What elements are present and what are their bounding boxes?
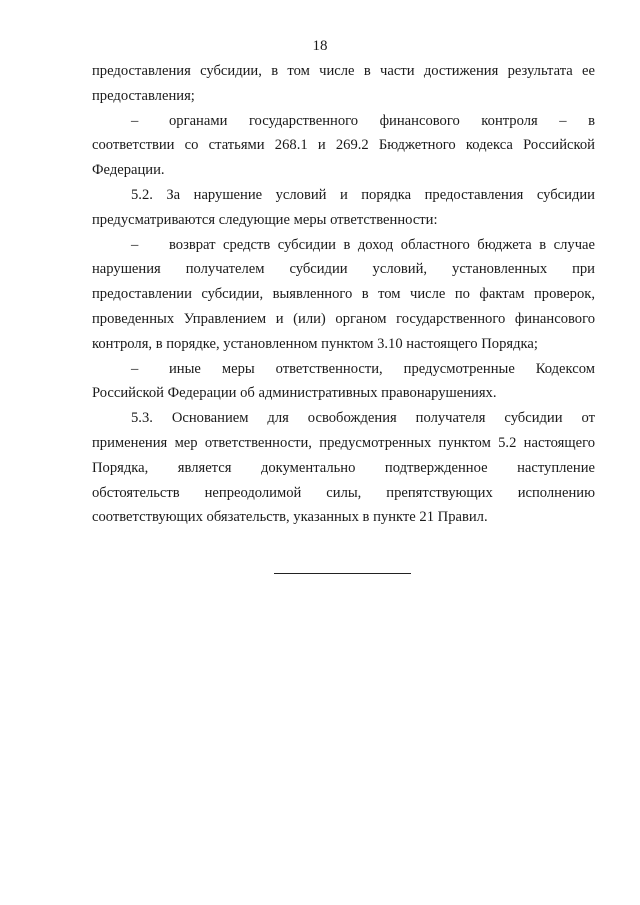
list-dash: –: [131, 112, 139, 129]
text-line: Порядка, является документально подтвержденное наступление: [92, 459, 595, 476]
list-item-text: иные меры ответственности, предусмотренные Кодексом: [169, 360, 595, 377]
text-line: [92, 109, 595, 134]
list-item-text: органами государственного финансового контроля – в: [169, 112, 595, 129]
text-line: предоставлении субсидии, выявленного в том числе по фактам проверок,: [92, 286, 595, 303]
text-line: контроля, в порядке, установленном пунктом 3.10 настоящего Порядка;: [92, 335, 538, 352]
list-dash: –: [131, 360, 139, 377]
text-line: соответствии со статьями 268.1 и 269.2 Бюджетного кодекса Российской: [92, 137, 595, 154]
text-line: соответствующих обязательств, указанных в пункте 21 Правил.: [92, 509, 488, 526]
end-separator-line: [274, 573, 411, 574]
text-line: предусматриваются следующие меры ответственности:: [92, 211, 438, 228]
text-line: [92, 233, 595, 258]
text-line: Федерации.: [92, 162, 165, 179]
text-line: обстоятельств непреодолимой силы, препятствующих исполнению: [92, 484, 595, 501]
text-line: 5.3. Основанием для освобождения получателя субсидии от: [131, 410, 595, 427]
document-body: [92, 59, 595, 530]
text-line: проведенных Управлением и (или) органом государственного финансового: [92, 310, 595, 327]
page-number: 18: [312, 38, 328, 54]
text-line: применения мер ответственности, предусмотренных пунктом 5.2 настоящего: [92, 434, 595, 451]
list-dash: –: [131, 236, 139, 253]
text-line: 5.2. За нарушение условий и порядка предоставления субсидии: [131, 186, 595, 203]
text-line: [92, 357, 595, 382]
text-line: Российской Федерации об административных правонарушениях.: [92, 385, 497, 402]
text-line: предоставления;: [92, 87, 195, 104]
text-line: нарушения получателем субсидии условий, установленных при: [92, 261, 595, 278]
list-item-text: возврат средств субсидии в доход областного бюджета в случае: [169, 236, 595, 253]
text-line: предоставления субсидии, в том числе в части достижения результата ее: [92, 63, 595, 79]
